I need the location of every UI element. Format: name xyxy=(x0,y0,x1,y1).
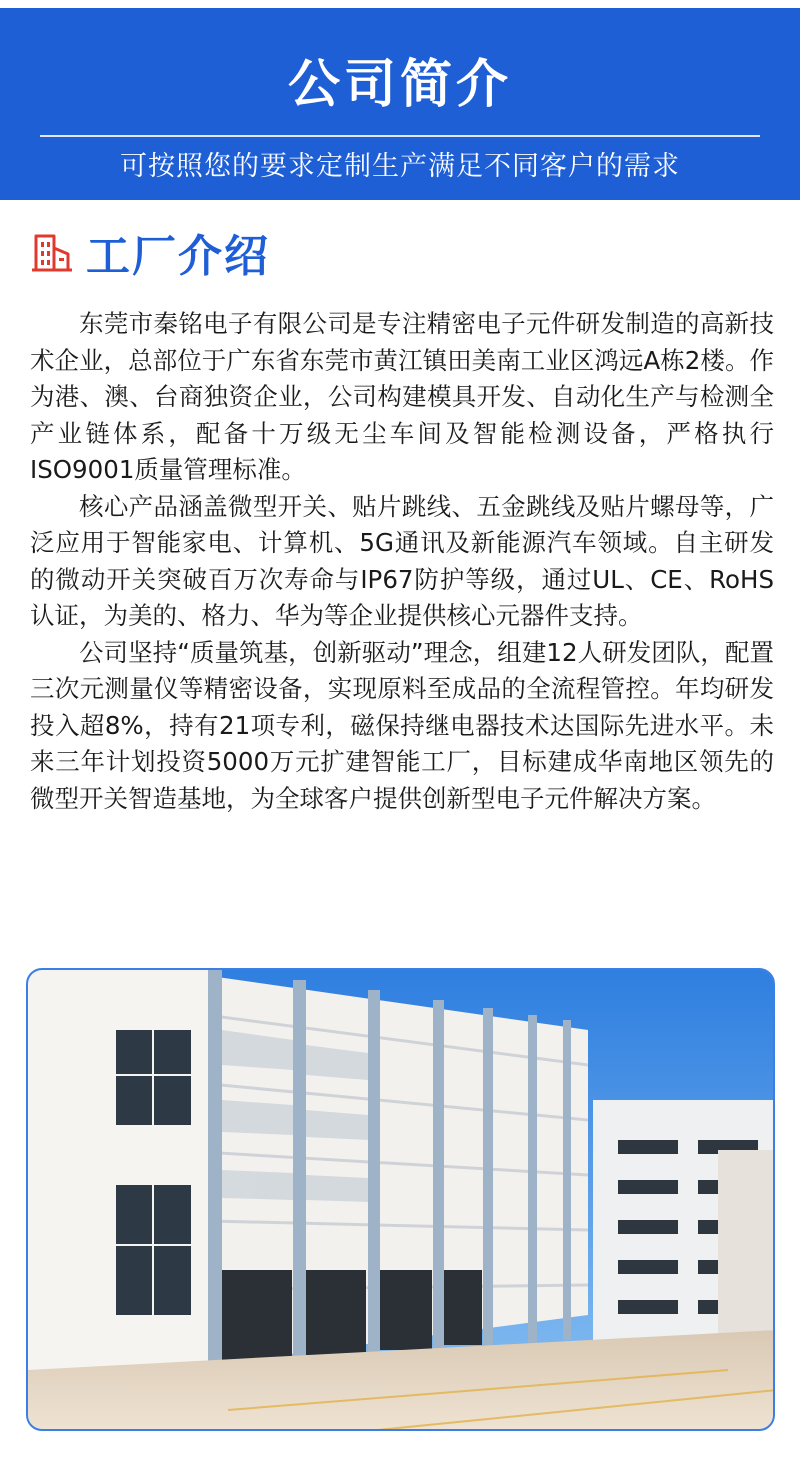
factory-building-image xyxy=(28,970,775,1431)
factory-photo xyxy=(26,968,775,1431)
paragraph-3: 公司坚持“质量筑基，创新驱动”理念，组建12人研发团队，配置三次元测量仪等精密设备，实现原料至成品的全流程管控。年均研发投入超8%，持有21项专利，磁保持继电器技术达国际先进水平。未来三年计划投资5000万元扩建智能工厂，目标建成华南地区领先的微型开关智造基地，为全球客户提供创新型电子元件解决方案。 xyxy=(30,637,774,813)
intro-text xyxy=(30,306,774,817)
page-subtitle: 可按照您的要求定制生产满足不同客户的需求 xyxy=(120,151,680,182)
paragraph-1: 东莞市秦铭电子有限公司是专注精密电子元件研发制造的高新技术企业，总部位于广东省东莞市黄江镇田美南工业区鸿远A栋2楼。作为港、澳、台商独资企业，公司构建模具开发、自动化生产与检测全产业链体系，配备十万级无尘车间及智能检测设备，严格执行ISO9001质量管理标准。 xyxy=(30,309,774,484)
header-divider xyxy=(40,135,760,137)
page-title: 公司简介 xyxy=(287,55,512,115)
section-header xyxy=(30,222,270,282)
header-banner xyxy=(0,8,800,200)
paragraph-2: 核心产品涵盖微型开关、贴片跳线、五金跳线及贴片螺母等，广泛应用于智能家电、计算机、5G通讯及新能源汽车领域。自主研发的微动开关突破百万次寿命与IP67防护等级，通过UL、CE、RoHS认证，为美的、格力、华为等企业提供核心元器件支持。 xyxy=(30,491,774,630)
building-icon xyxy=(30,230,74,274)
section-title: 工厂介绍 xyxy=(86,231,270,282)
